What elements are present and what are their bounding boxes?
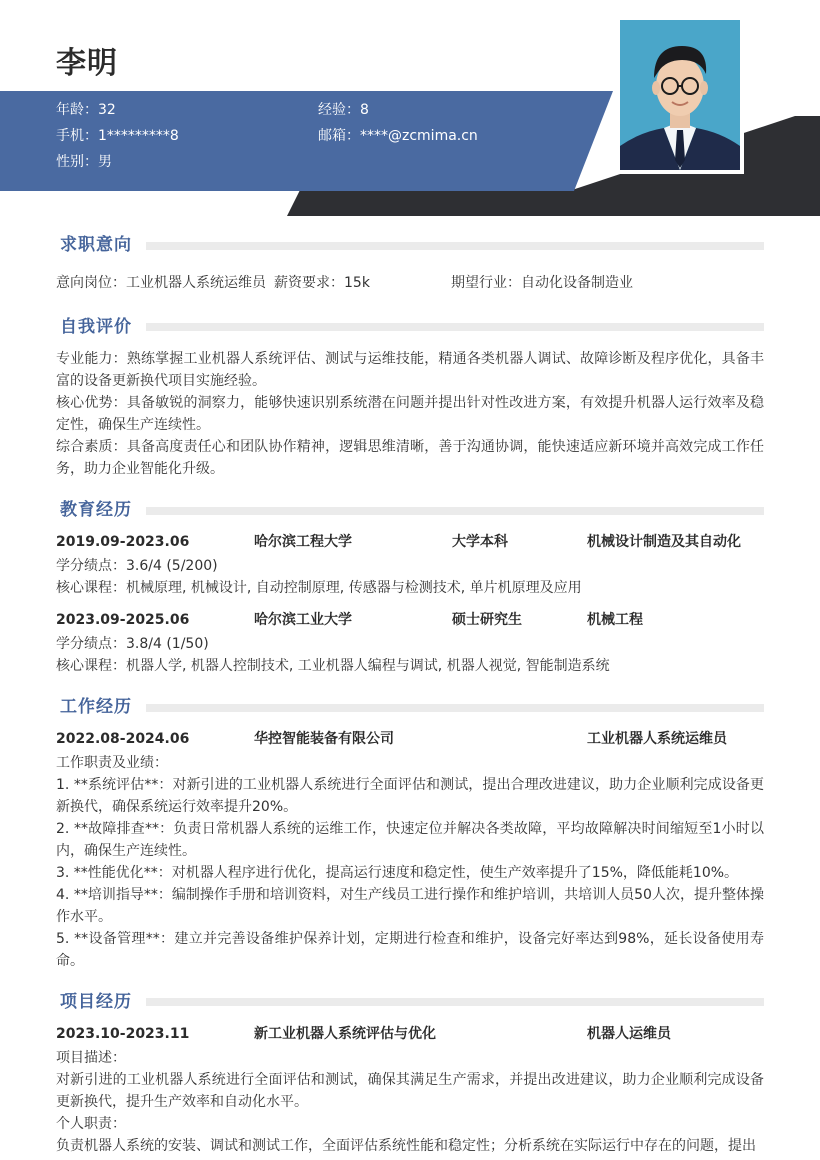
work-period: 2022.08-2024.06 — [56, 731, 190, 747]
experience-field: 经验：8 — [318, 102, 369, 118]
project-role: 机器人运维员 — [587, 1026, 671, 1042]
edu-period: 2023.09-2025.06 — [56, 612, 190, 628]
section-title-education: 教育经历 — [60, 500, 132, 520]
work-company: 华控智能装备有限公司 — [254, 731, 394, 747]
edu-courses: 核心课程：机器人学, 机器人控制技术, 工业机器人编程与调试, 机器人视觉, 智能制造系统 — [56, 658, 610, 674]
edu-degree: 硕士研究生 — [452, 612, 522, 628]
profile-photo — [616, 16, 744, 174]
self-professional: 专业能力：熟练掌握工业机器人系统评估、测试与运维技能，精通各类机器人调试、故障诊断及程序优化，具备丰富的设备更新换代项目实施经验。 — [56, 351, 764, 389]
project-desc-heading: 项目描述： — [56, 1050, 126, 1066]
project-duty-heading: 个人职责： — [56, 1116, 126, 1132]
gender-field: 性别：男 — [56, 154, 112, 170]
edu-school: 哈尔滨工程大学 — [254, 534, 352, 550]
section-divider — [146, 998, 764, 1006]
section-title-work: 工作经历 — [60, 697, 132, 717]
work-role: 工业机器人系统运维员 — [587, 731, 727, 747]
section-divider — [146, 242, 764, 250]
age-field: 年龄：32 — [56, 102, 116, 118]
section-divider — [146, 507, 764, 515]
project-desc: 对新引进的工业机器人系统进行全面评估和测试，确保其满足生产需求，并提出改进建议，助力企业顺利完成设备更新换代，提升生产效率和自动化水平。 — [56, 1072, 764, 1110]
section-divider — [146, 704, 764, 712]
self-quality: 综合素质：具备高度责任心和团队协作精神，逻辑思维清晰，善于沟通协调，能快速适应新环境并高效完成工作任务，助力企业智能化升级。 — [56, 439, 764, 477]
candidate-name: 李明 — [56, 46, 118, 81]
project-duty: 负责机器人系统的安装、调试和测试工作，全面评估系统性能和稳定性；分析系统在实际运行中存在的问题，提出 — [56, 1138, 756, 1154]
work-item: 2. **故障排查**：负责日常机器人系统的运维工作，快速定位并解决各类故障，平均故障解决时间缩短至1小时以内，确保生产连续性。 — [56, 821, 764, 859]
edu-courses: 核心课程：机械原理, 机械设计, 自动控制原理, 传感器与检测技术, 单片机原理及应用 — [56, 580, 582, 596]
self-strength: 核心优势：具备敏锐的洞察力，能够快速识别系统潜在问题并提出针对性改进方案，有效提升机器人运行效率及稳定性，确保生产连续性。 — [56, 395, 764, 433]
project-name: 新工业机器人系统评估与优化 — [254, 1026, 436, 1042]
edu-gpa: 学分绩点：3.8/4 (1/50) — [56, 636, 209, 652]
edu-major: 机械工程 — [587, 612, 643, 628]
work-item: 1. **系统评估**：对新引进的工业机器人系统进行全面评估和测试，提出合理改进建议，助力企业顺利完成设备更新换代，确保系统运行效率提升20%。 — [56, 777, 764, 815]
phone-field: 手机：1*********8 — [56, 128, 179, 144]
work-heading: 工作职责及业绩： — [56, 755, 168, 771]
work-item: 3. **性能优化**：对机器人程序进行优化，提高运行速度和稳定性，使生产效率提升了15%，降低能耗10%。 — [56, 865, 739, 881]
edu-gpa: 学分绩点：3.6/4 (5/200) — [56, 558, 218, 574]
avatar-portrait — [620, 20, 740, 170]
intent-position: 意向岗位：工业机器人系统运维员 — [56, 275, 266, 291]
section-title-intent: 求职意向 — [60, 235, 132, 255]
section-title-project: 项目经历 — [60, 992, 132, 1012]
edu-period: 2019.09-2023.06 — [56, 534, 190, 550]
section-divider — [146, 323, 764, 331]
edu-school: 哈尔滨工业大学 — [254, 612, 352, 628]
project-period: 2023.10-2023.11 — [56, 1026, 190, 1042]
edu-major: 机械设计制造及其自动化 — [587, 534, 741, 550]
work-item: 4. **培训指导**：编制操作手册和培训资料，对生产线员工进行操作和维护培训，共培训人员50人次，提升整体操作水平。 — [56, 887, 764, 925]
edu-degree: 大学本科 — [452, 534, 508, 550]
email-field: 邮箱：****@zcmima.cn — [318, 128, 478, 144]
intent-salary: 薪资要求：15k — [274, 275, 370, 291]
section-title-self: 自我评价 — [60, 317, 132, 337]
work-item: 5. **设备管理**：建立并完善设备维护保养计划，定期进行检查和维护，设备完好率达到98%，延长设备使用寿命。 — [56, 931, 764, 969]
intent-industry: 期望行业：自动化设备制造业 — [451, 275, 633, 291]
